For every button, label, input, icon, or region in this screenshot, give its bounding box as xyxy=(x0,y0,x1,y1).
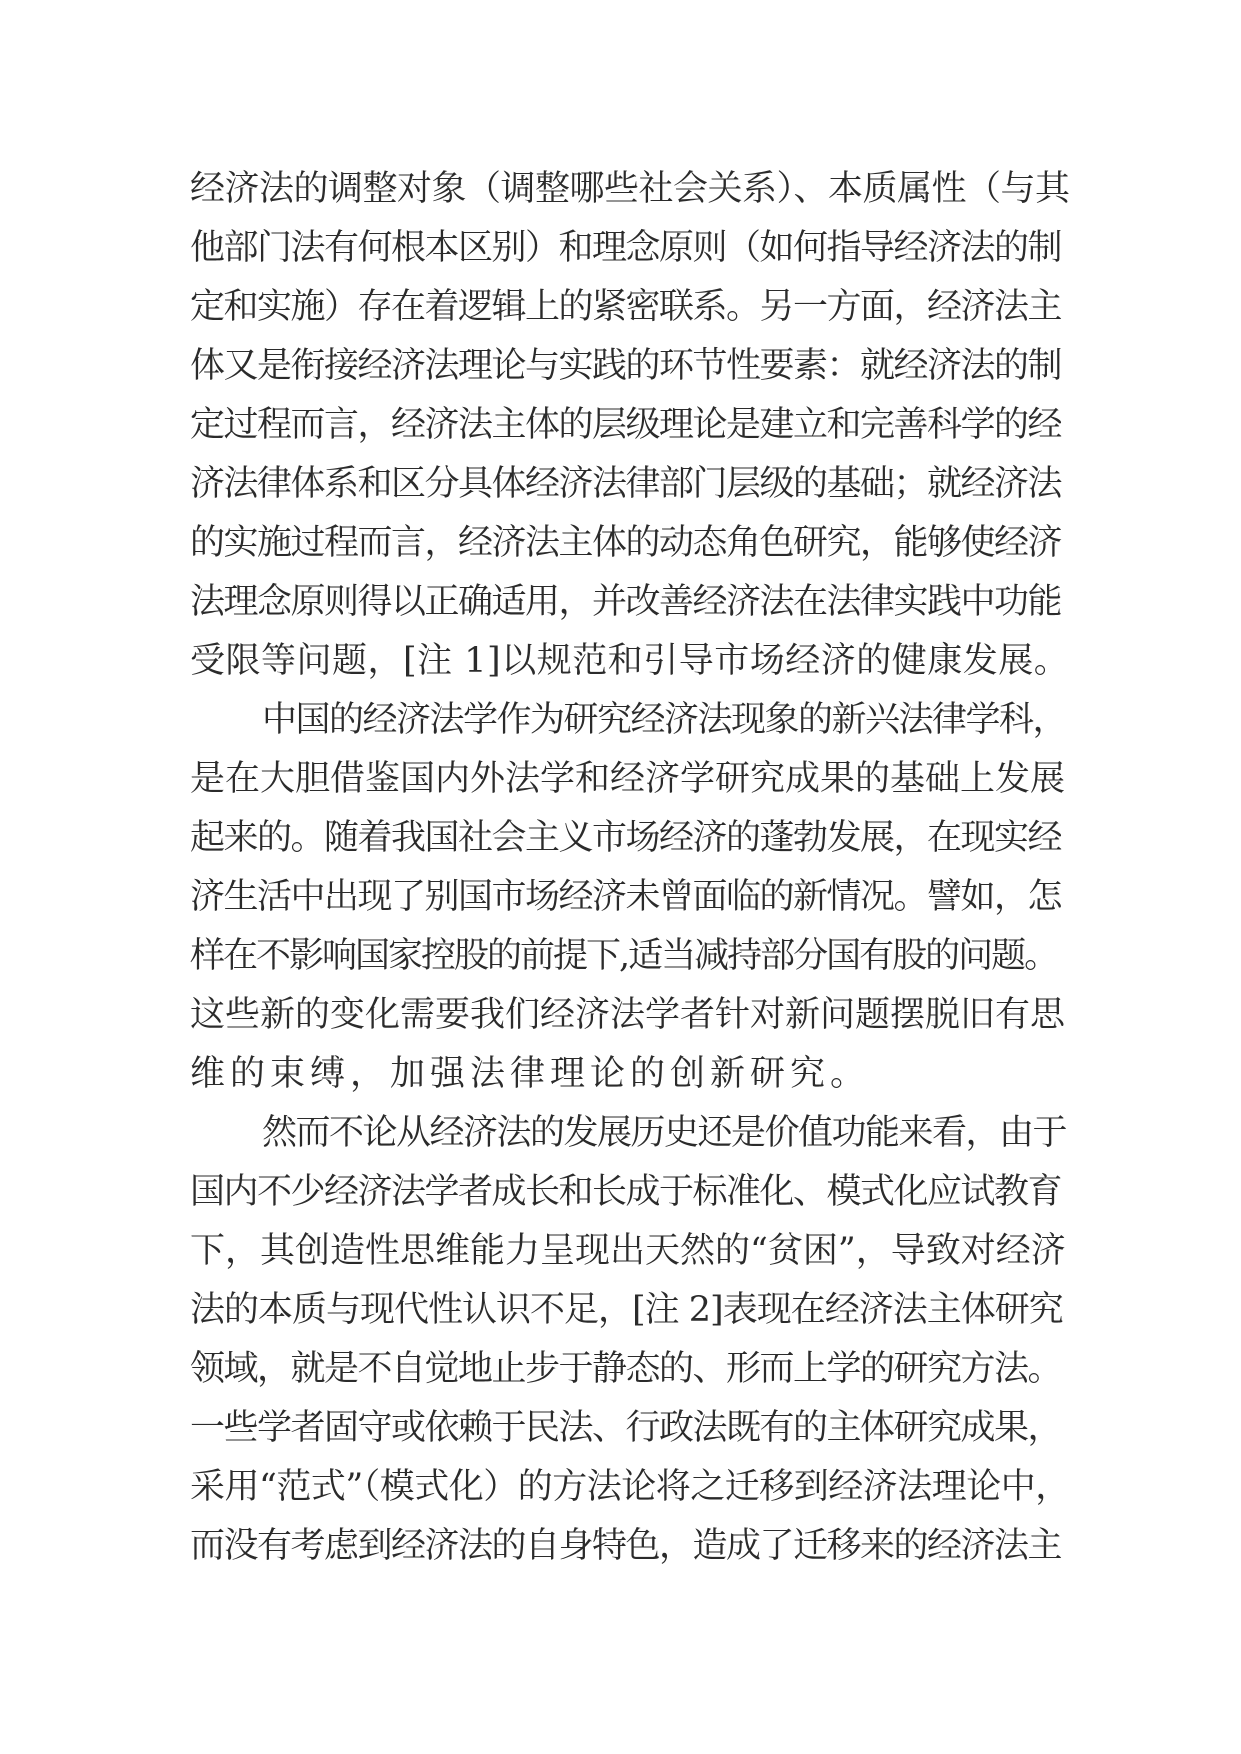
text-line: 样在不影响国家控股的前提下,适当减持部分国有股的问题。 xyxy=(190,936,1058,976)
text-line: 领域，就是不自觉地止步于静态的、形而上学的研究方法。 xyxy=(190,1349,1062,1389)
paragraph-1 xyxy=(190,160,1070,691)
paragraph-3 xyxy=(190,1104,1070,1576)
text-line: 法的本质与现代性认识不足，[注 2]表现在经济法主体研究 xyxy=(190,1290,1063,1330)
text-line: 他部门法有何根本区别）和理念原则（如何指导经济法的制 xyxy=(190,228,1062,268)
text-line: 而没有考虑到经济法的自身特色，造成了迁移来的经济法主 xyxy=(190,1526,1062,1566)
text-line: 下，其创造性思维能力呈现出天然的“贫困”，导致对经济 xyxy=(190,1231,1066,1271)
text-line: 定过程而言，经济法主体的层级理论是建立和完善科学的经 xyxy=(190,405,1062,445)
text-line: 体又是衔接经济法理论与实践的环节性要素：就经济法的制 xyxy=(190,346,1062,386)
paragraph-2 xyxy=(190,691,1070,1104)
text-line: 一些学者固守或依赖于民法、行政法既有的主体研究成果， xyxy=(190,1408,1062,1448)
text-line: 采用“范式”（模式化）的方法论将之迁移到经济法理论中， xyxy=(190,1467,1070,1507)
text-line: 维的束缚，加强法律理论的创新研究。 xyxy=(190,1054,871,1094)
text-line: 经济法的调整对象（调整哪些社会关系）、本质属性（与其 xyxy=(190,169,1070,209)
text-line: 国内不少经济法学者成长和长成于标准化、模式化应试教育 xyxy=(190,1172,1062,1212)
text-line: 这些新的变化需要我们经济法学者针对新问题摆脱旧有思 xyxy=(190,995,1066,1035)
body-text xyxy=(190,160,1070,1576)
text-line: 然而不论从经济法的发展历史还是价值功能来看，由于 xyxy=(262,1113,1067,1153)
text-line: 起来的。随着我国社会主义市场经济的蓬勃发展，在现实经 xyxy=(190,818,1062,858)
text-line: 济生活中出现了别国市场经济未曾面临的新情况。譬如，怎 xyxy=(190,877,1062,917)
text-line: 是在大胆借鉴国内外法学和经济学研究成果的基础上发展 xyxy=(190,759,1066,799)
text-line: 定和实施）存在着逻辑上的紧密联系。另一方面，经济法主 xyxy=(190,287,1062,327)
text-line: 法理念原则得以正确适用，并改善经济法在法律实践中功能 xyxy=(190,582,1062,622)
text-line: 受限等问题，[注 1]以规范和引导市场经济的健康发展。 xyxy=(190,641,1070,681)
text-line: 中国的经济法学作为研究经济法现象的新兴法律学科， xyxy=(262,700,1067,740)
text-line: 济法律体系和区分具体经济法律部门层级的基础；就经济法 xyxy=(190,464,1062,504)
text-line: 的实施过程而言，经济法主体的动态角色研究，能够使经济 xyxy=(190,523,1062,563)
